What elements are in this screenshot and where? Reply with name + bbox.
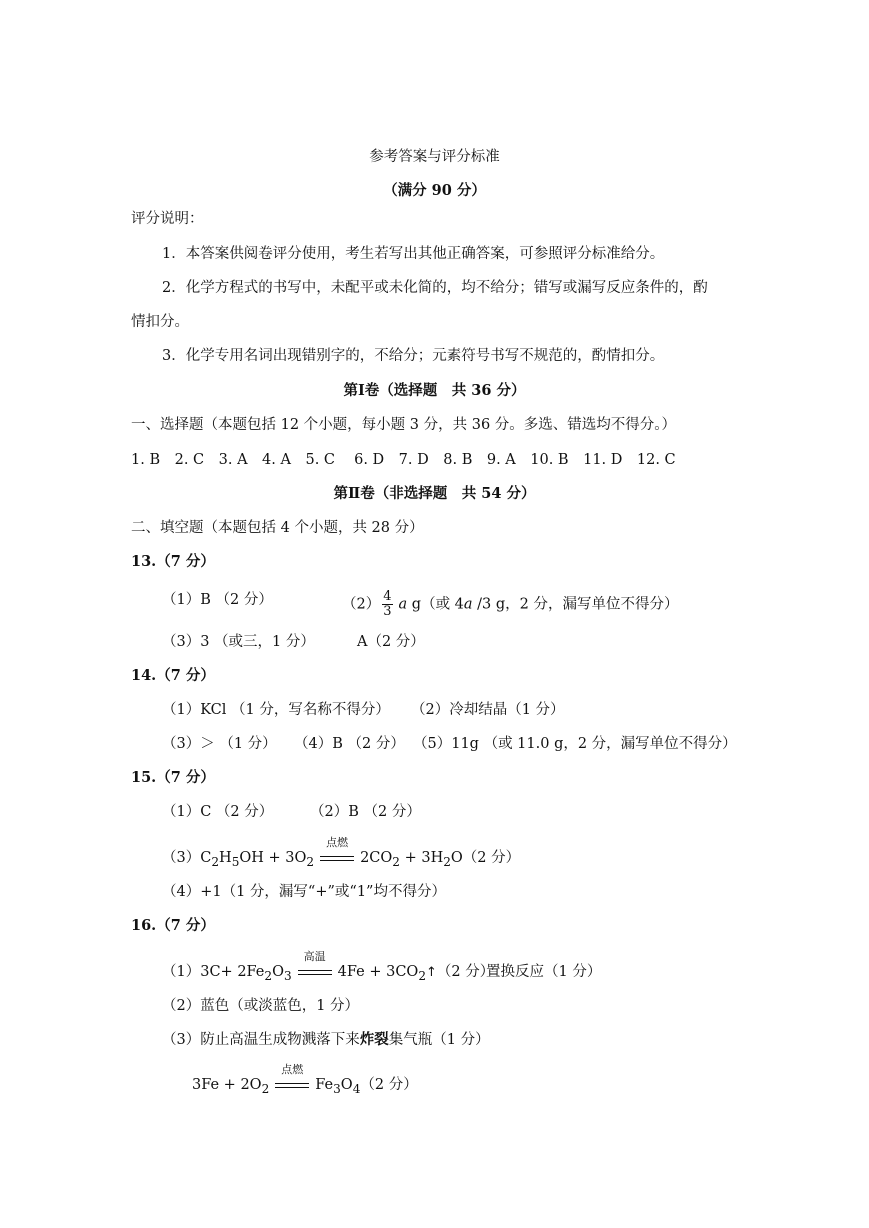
formula-text: 3C+ 2Fe (200, 964, 265, 980)
formula-text: （2 分） (436, 964, 495, 980)
note-2-cont: 情扣分。 (131, 314, 189, 330)
formula-text: O（2 分） (450, 850, 521, 866)
reaction-condition (298, 950, 332, 982)
q14-answer-5: （5）11g （或 11.0 g，2 分，漏写单位不得分） (413, 736, 737, 752)
note-1: 1．本答案供阅卷评分使用，考生若写出其他正确答案，可参照评分标准给分。 (162, 246, 665, 262)
q13-answer-2-prefix: （2） (342, 596, 381, 613)
q15-equation-prefix: （3） (162, 850, 201, 866)
formula-text: O (340, 1077, 353, 1093)
formula-text: + 3H (399, 850, 444, 866)
q16-equation-prefix: （1） (162, 964, 201, 980)
q15-title: 15.（7 分） (131, 769, 215, 786)
fraction-numerator: 4 (383, 589, 392, 604)
part1-heading: 第Ⅰ卷（选择题 共 36 分） (343, 382, 526, 399)
page-subtitle: （满分 90 分） (383, 182, 486, 199)
subscript: 2 (418, 968, 426, 983)
var-a: a (398, 596, 408, 613)
q15-equation (162, 836, 521, 872)
subscript: 2 (211, 854, 220, 869)
part2-section: 二、填空题（本题包括 4 个小题，共 28 分） (131, 520, 424, 536)
q13-answer-3: （3）3 （或三，1 分） (162, 634, 315, 650)
q16-reaction-type: 置换反应（1 分） (486, 964, 602, 980)
q16-equation-1 (162, 950, 495, 986)
q16-answer-2: （2）蓝色（或淡蓝色，1 分） (162, 998, 360, 1014)
part2-heading: 第Ⅱ卷（非选择题 共 54 分） (333, 485, 536, 502)
q16-answer-3-emphasis: 炸裂 (359, 1031, 389, 1048)
formula-text: H (219, 850, 232, 866)
subscript: 2 (392, 854, 400, 869)
q16-answer-3-text: （3）防止高温生成物溅落下来 (162, 1032, 360, 1048)
q16-equation-2 (192, 1063, 418, 1099)
part1-answers: 1. B 2. C 3. A 4. A 5. C 6. D 7. D 8. B 9. A 10. B 11. D 12. C (131, 452, 676, 468)
subscript: 2 (261, 1081, 270, 1096)
q14-answer-1: （1）KCl （1 分，写名称不得分） (162, 702, 390, 718)
notes-heading: 评分说明： (131, 211, 204, 227)
equals-bar-bottom (320, 860, 354, 861)
q15-answer-1: （1）C （2 分） (162, 804, 274, 820)
q16-title: 16.（7 分） (131, 917, 215, 934)
equals-bar-top (320, 856, 354, 857)
q13-answer-1: （1）B （2 分） (162, 592, 273, 608)
note-3: 3．化学专用名词出现错别字的，不给分；元素符号书写不规范的，酌情扣分。 (162, 348, 665, 364)
equals-bar-bottom (275, 1087, 309, 1088)
subscript: 5 (231, 854, 240, 869)
reaction-condition (275, 1063, 309, 1095)
subscript: 4 (352, 1081, 361, 1096)
equals-bar-top (275, 1083, 309, 1084)
subscript: 3 (333, 1081, 341, 1096)
formula-text: 2CO (360, 850, 393, 866)
q13-answer-2 (342, 590, 679, 619)
q15-answer-4: （4）+1（1 分，漏写“+”或“1”均不得分） (162, 884, 446, 900)
fraction (382, 590, 392, 619)
formula-text: O (272, 964, 284, 980)
part1-section: 一、选择题（本题包括 12 个小题，每小题 3 分，共 36 分。多选、错选均不得分。） (131, 417, 677, 433)
formula-text: OH + 3O (239, 850, 307, 866)
formula-text: C (200, 850, 212, 866)
q14-answer-2: （2）冷却结晶（1 分） (411, 702, 565, 718)
q13-answer-3b: A（2 分） (357, 634, 425, 650)
q13-answer-2-text-2: /3 g，2 分，漏写单位不得分） (472, 596, 679, 613)
equals-bar-top (298, 970, 332, 971)
formula-text: （2 分） (360, 1077, 418, 1093)
page-title: 参考答案与评分标准 (369, 149, 500, 165)
formula-text: 3Fe + 2O (192, 1077, 262, 1093)
var-a-2: a (463, 596, 473, 613)
q13-answer-2-text: g（或 4 (407, 596, 464, 613)
q16-answer-3-text-2: 集气瓶（1 分） (388, 1032, 490, 1048)
gas-arrow-icon: ↑ (426, 965, 437, 980)
equals-bar-bottom (298, 974, 332, 975)
reaction-condition-label: 点燃 (326, 836, 349, 849)
reaction-condition-label: 点燃 (281, 1063, 304, 1076)
formula-text: Fe (315, 1077, 334, 1093)
q13-title: 13.（7 分） (131, 553, 215, 570)
note-2: 2．化学方程式的书写中，未配平或未化简的，均不给分；错写或漏写反应条件的，酌 (162, 280, 708, 296)
subscript: 2 (306, 854, 315, 869)
q14-answer-4: （4）B （2 分） (294, 736, 405, 752)
reaction-condition-label: 高温 (303, 950, 326, 963)
subscript: 2 (264, 968, 273, 983)
subscript: 2 (443, 854, 451, 869)
reaction-condition (320, 836, 354, 868)
fraction-denominator: 3 (383, 604, 392, 619)
q15-answer-2: （2）B （2 分） (310, 804, 421, 820)
q14-title: 14.（7 分） (131, 667, 215, 684)
subscript: 3 (283, 968, 292, 983)
q14-answer-3: （3）＞ （1 分） (162, 736, 277, 752)
q16-answer-3 (162, 1030, 490, 1050)
formula-text: 4Fe + 3CO (337, 964, 419, 980)
